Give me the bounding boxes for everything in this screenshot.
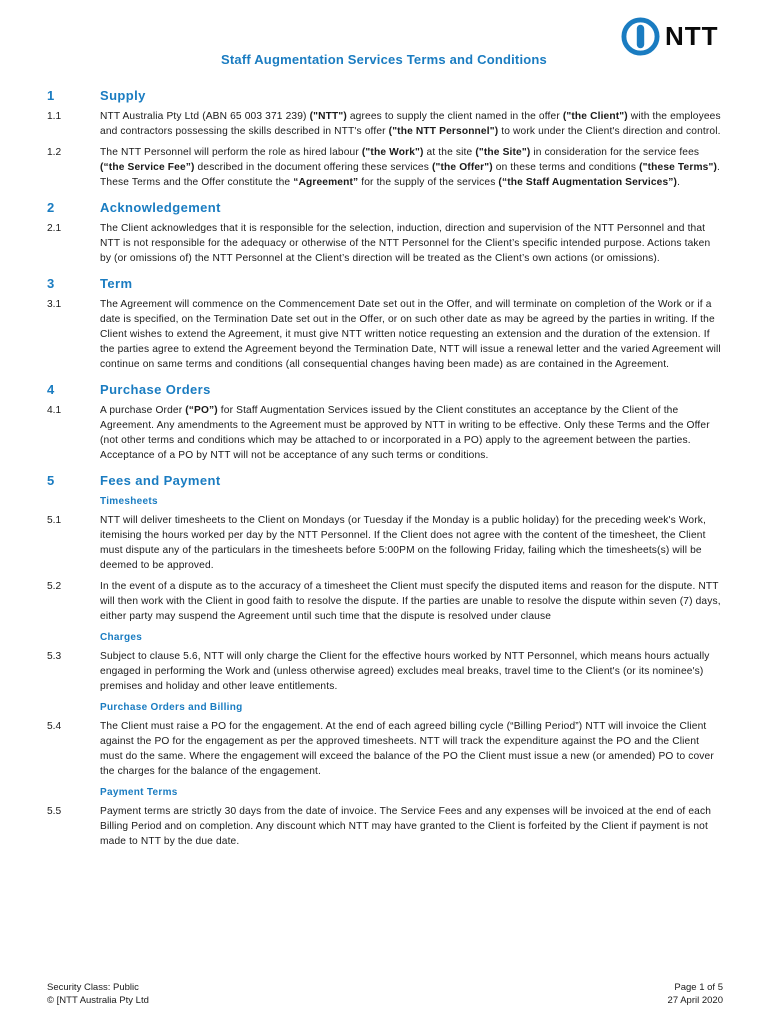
clause-run: The Client acknowledges that it is responsible for the selection, induction, direction and supervision of the NTT Personnel and that NTT is not responsible for the adequacy or otherwise of the NTT Personnel for the Client’s specific intended purpose. Actions taken by (or omissions of) the NTT Personnel at the Client’s direction will be treated as the Client’s own actions (or omissions). (100, 223, 711, 264)
section-number: 5 (47, 473, 55, 488)
section-heading (0, 473, 768, 488)
clause-run: A purchase Order (100, 405, 186, 416)
section-title: Fees and Payment (100, 473, 221, 488)
clause (0, 513, 768, 573)
section-heading (0, 200, 768, 215)
clause-number: 5.4 (47, 721, 62, 732)
clause-run: for the supply of the services (358, 177, 499, 188)
section-number: 3 (47, 276, 55, 291)
defined-term: ("NTT") (309, 111, 347, 122)
ntt-logo-icon (621, 17, 660, 56)
defined-term: (“the Staff Augmentation Services”) (498, 177, 678, 188)
subheading: Payment Terms (100, 787, 178, 798)
clause-number: 1.1 (47, 111, 62, 122)
clause (0, 719, 768, 779)
clause-run: described in the document offering these services (194, 162, 432, 173)
clause (0, 403, 768, 463)
clause-number: 3.1 (47, 299, 62, 310)
clause-run: at the site (423, 147, 476, 158)
clause-text (100, 804, 722, 849)
defined-term: ("the Client") (562, 111, 628, 122)
subheading: Timesheets (100, 496, 158, 507)
clause-number: 5.2 (47, 581, 62, 592)
clause-number: 1.2 (47, 147, 62, 158)
clause-text (100, 579, 722, 624)
clause-run: for Staff Augmentation Services issued by the Client constitutes an acceptance by the Client of the Agreement. Any amendments to the Agreement must be approved by NTT in writing to be effective. Only these Terms and the Offer (not other terms and conditions which may be attached to or incorporated in a PO) apply to the agreement between the parties. Acceptance of a PO by NTT will not be acceptance of any such terms or conditions. (100, 405, 710, 461)
clause-text (100, 145, 722, 190)
page-number: Page 1 of 5 (674, 982, 723, 993)
clause-run: to work under the Client's direction and control. (498, 126, 721, 137)
clause-text (100, 109, 722, 139)
section-number: 1 (47, 88, 55, 103)
section-heading (0, 382, 768, 397)
defined-term: ("the Work") (361, 147, 424, 158)
clause-run: The Agreement will commence on the Commencement Date set out in the Offer, and will terminate on completion of the Work or if a date is specified, on the Termination Date set out in the Offer, or on such other date as may be agreed by the parties in writing. If the Client wishes to extend the Agreement, it must give NTT written notice requesting an extension and the duration of the extension. If the parties agree to extend the Agreement beyond the Termination Date, NTT will issue a renewal letter and the varied Agreement will continue on same terms and conditions (all consequential changes having been made) as are contained in the Agreement. (100, 299, 721, 370)
clause-run: Subject to clause 5.6, NTT will only charge the Client for the effective hours worked by NTT Personnel, which means hours actually engaged in performing the Work and (unless otherwise agreed) excludes meal breaks, travel time to the Client's (or its nominee's) premises and holiday and other leave entitlements. (100, 651, 710, 692)
ntt-logo (621, 16, 719, 56)
clause-number: 2.1 (47, 223, 62, 234)
clause-text (100, 513, 722, 573)
clause-run: NTT will deliver timesheets to the Client on Mondays (or Tuesday if the Monday is a public holiday) for the preceding week's Work, itemising the hours worked per day by the NTT Personnel. If the Client does not agree with the content of the timesheet, the Client must dispute any of the particulars in the timesheets before 5:00PM on the following Friday, failing which the timesheets(s) will be deemed to be approved. (100, 515, 706, 571)
clause-run: with the employees and contractors possessing the skills described in NTT's offer (100, 111, 721, 137)
clause-number: 5.1 (47, 515, 62, 526)
clause-text (100, 403, 722, 463)
defined-term: ("these Terms") (639, 162, 718, 173)
subheading: Charges (100, 632, 143, 643)
clause (0, 297, 768, 372)
clause-run: . (677, 177, 681, 188)
clause (0, 804, 768, 849)
clause-run: in consideration for the service fees (530, 147, 700, 158)
clause-text (100, 719, 722, 779)
clause (0, 579, 768, 624)
section-title: Supply (100, 88, 146, 103)
clause (0, 221, 768, 266)
copyright: © [NTT Australia Pty Ltd (47, 995, 149, 1006)
logo-text: NTT (665, 20, 719, 51)
security-class: Security Class: Public (47, 982, 139, 993)
section-title: Term (100, 276, 133, 291)
page-footer (47, 981, 723, 1007)
section-heading (0, 88, 768, 103)
clause-number: 5.3 (47, 651, 62, 662)
defined-term: “Agreement” (293, 177, 359, 188)
defined-term: ("the NTT Personnel") (388, 126, 499, 137)
clause-run: The NTT Personnel will perform the role as hired labour (100, 147, 362, 158)
clause-run: . These Terms and the Offer constitute the (100, 162, 721, 188)
clause-run: Payment terms are strictly 30 days from the date of invoice. The Service Fees and any expenses will be invoiced at the end of each Billing Period and on completion. Any discount which NTT may have granted to the Client is forfeited by the Client if payment is not made to NTT by the due date. (100, 806, 712, 847)
clause-run: on these terms and conditions (492, 162, 640, 173)
section-number: 4 (47, 382, 55, 397)
clause (0, 649, 768, 694)
document-body (0, 78, 768, 849)
clause-number: 5.5 (47, 806, 62, 817)
clause-text (100, 221, 722, 266)
clause-run: agrees to supply the client named in the offer (346, 111, 563, 122)
clause-run: The Client must raise a PO for the engagement. At the end of each agreed billing cycle (“Billing Period”) NTT will invoice the Client against the PO for the engagement as per the approved timesheets. NTT will track the expenditure against the PO and the Client must do the same. Where the engagement will exceed the balance of the PO the Client must issue a new (or amended) PO to cover the charges for the balance of the engagement. (100, 721, 714, 777)
clause-run: NTT Australia Pty Ltd (ABN 65 003 371 239) (100, 111, 310, 122)
subheading: Purchase Orders and Billing (100, 702, 243, 713)
document-title: Staff Augmentation Services Terms and Conditions (221, 52, 547, 67)
section-title: Acknowledgement (100, 200, 221, 215)
defined-term: (“the Service Fee”) (100, 162, 195, 173)
clause (0, 109, 768, 139)
defined-term: (“PO”) (185, 405, 218, 416)
defined-term: ("the Site") (475, 147, 531, 158)
section-heading (0, 276, 768, 291)
clause-text (100, 649, 722, 694)
defined-term: ("the Offer") (431, 162, 493, 173)
clause (0, 145, 768, 190)
document-date: 27 April 2020 (667, 995, 723, 1006)
clause-run: In the event of a dispute as to the accuracy of a timesheet the Client must specify the disputed items and reason for the dispute. NTT will then work with the Client in good faith to resolve the dispute. If the parties are unable to resolve the dispute within seven (7) days, either party may suspend the Agreement until such time that the dispute is resolved under clause (100, 581, 721, 622)
clause-number: 4.1 (47, 405, 62, 416)
section-number: 2 (47, 200, 55, 215)
section-title: Purchase Orders (100, 382, 211, 397)
clause-text (100, 297, 722, 372)
